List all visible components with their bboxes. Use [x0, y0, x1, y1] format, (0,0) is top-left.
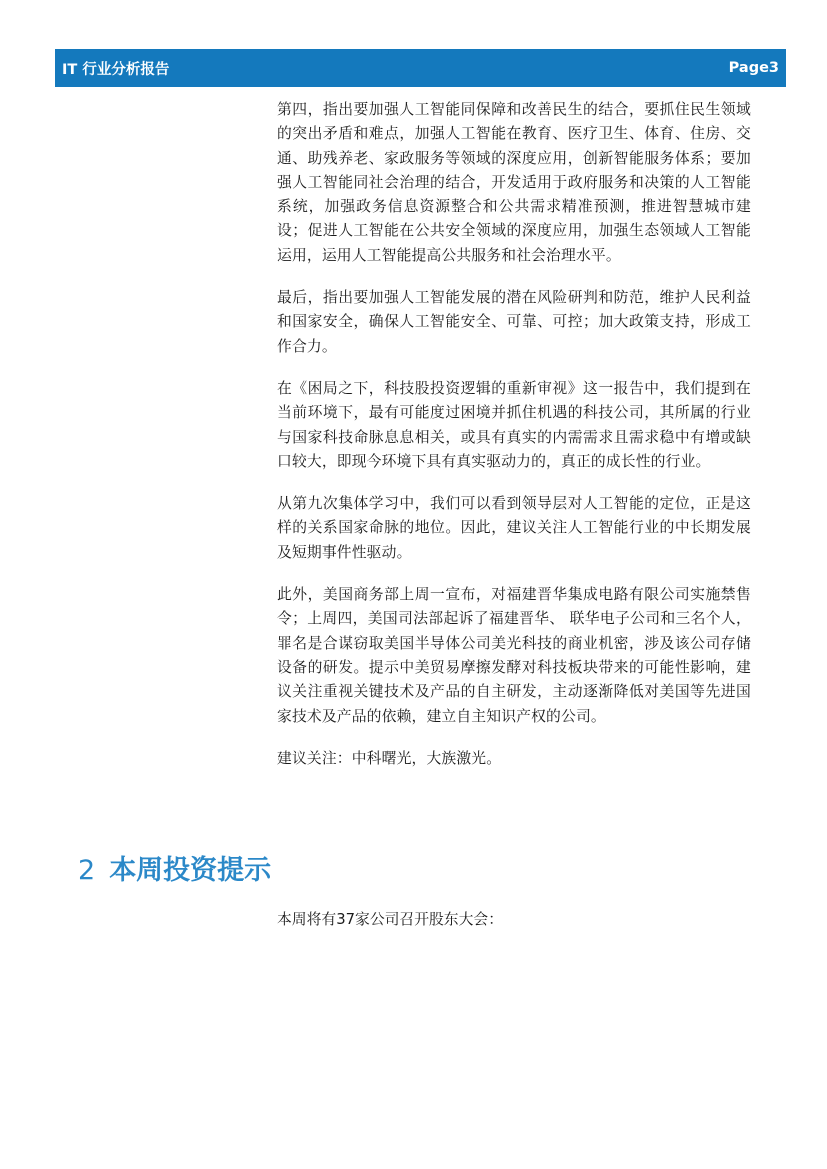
page-number: Page3: [728, 60, 779, 76]
section-number: 2: [78, 855, 96, 886]
section-heading: [78, 848, 271, 887]
paragraph-trade-friction: 此外，美国商务部上周一宣布，对福建晋华集成电路有限公司实施禁售令；上周四，美国司法部起诉了福建晋华、 联华电子公司和三名个人，罪名是合谋窃取美国半导体公司美光科技的商业机密，涉及该公司存储设备的研发。提示中美贸易摩擦发酵对科技板块带来的可能性影响，建议关注重视关键技术及产品的自主研发，主动逐渐降低对美国等先进国家技术及产品的依赖，建立自主知识产权的公司。: [277, 586, 751, 725]
paragraph-recommendation: 建议关注：中科曙光，大族激光。: [277, 749, 502, 767]
paragraph-prior-report: 在《困局之下，科技股投资逻辑的重新审视》这一报告中，我们提到在当前环境下，最有可能度过困境并抓住机遇的科技公司，其所属的行业与国家科技命脉息息相关，或具有真实的内需需求且需求稳中有增或缺口较大，即现今环境下具有真实驱动力的，真正的成长性的行业。: [277, 379, 751, 470]
report-header-bar: [55, 49, 786, 87]
paragraph-ai-positioning: 从第九次集体学习中，我们可以看到领导层对人工智能的定位，正是这样的关系国家命脉的地位。因此，建议关注人工智能行业的中长期发展及短期事件性驱动。: [277, 495, 751, 561]
main-text-column: [277, 98, 751, 789]
section-title: 本周投资提示: [109, 855, 272, 886]
report-title: IT 行业分析报告: [62, 61, 170, 78]
paragraph-fourth-point: 第四，指出要加强人工智能同保障和改善民生的结合，要抓住民生领域的突出矛盾和难点，加强人工智能在教育、医疗卫生、体育、住房、交通、助残养老、家政服务等领域的深度应用，创新智能服务体系；要加强人工智能同社会治理的结合，开发适用于政府服务和决策的人工智能系统，加强政务信息资源整合和公共需求精准预测，推进智慧城市建设；促进人工智能在公共安全领域的深度应用，加强生态领域人工智能运用，运用人工智能提高公共服务和社会治理水平。: [277, 101, 751, 264]
shareholder-meeting-note: 本周将有37家公司召开股东大会：: [277, 911, 503, 928]
paragraph-risk-prevention: 最后，指出要加强人工智能发展的潜在风险研判和防范，维护人民利益和国家安全，确保人工智能安全、可靠、可控；加大政策支持，形成工作合力。: [277, 289, 751, 355]
